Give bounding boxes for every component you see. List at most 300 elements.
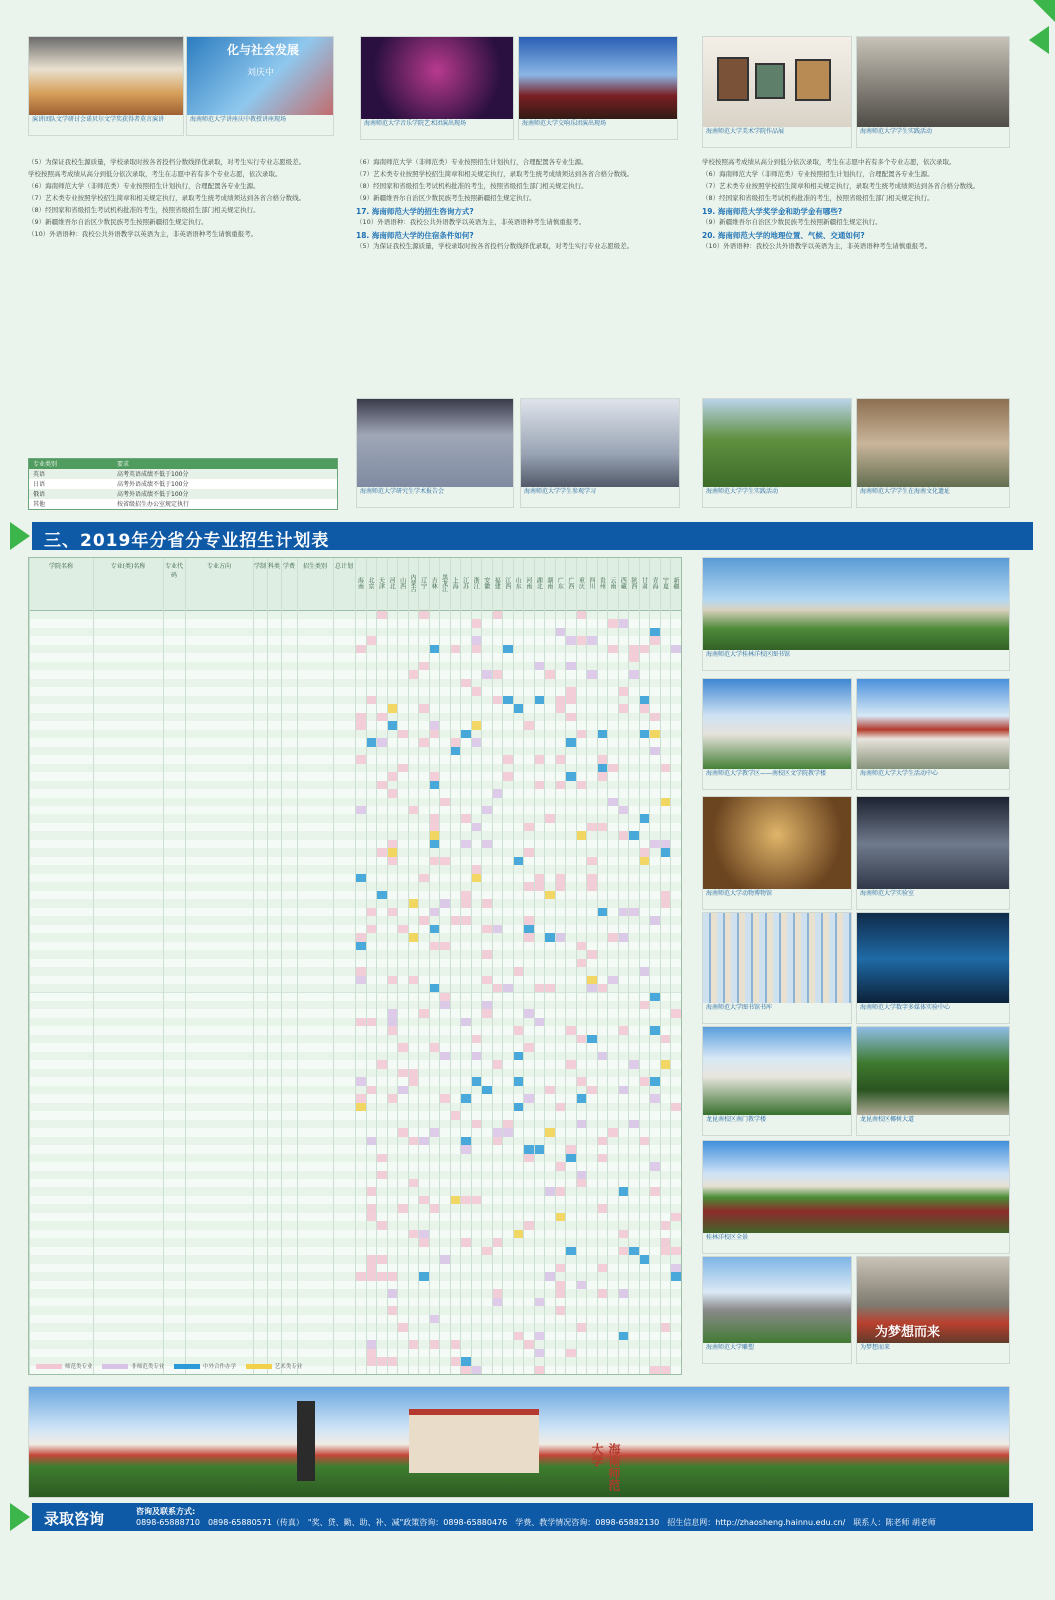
table-highlight-cell	[660, 840, 671, 848]
table-highlight-cell	[492, 925, 503, 933]
table-highlight-cell	[649, 713, 660, 721]
table-highlight-cell	[565, 696, 576, 704]
column-divider	[513, 558, 514, 1374]
column-divider	[492, 558, 493, 1374]
campus-photo-south-gate	[702, 1026, 852, 1136]
photo-caption: 海南师范大学桂林洋校区图书馆	[703, 650, 1009, 670]
table-highlight-cell	[387, 848, 398, 856]
table-highlight-cell	[376, 1272, 387, 1280]
text-paragraph: 学校按照高考成绩从高分到低分依次录取，考生在志愿中若有多个专业志愿，依次录取。	[28, 170, 282, 178]
table-highlight-cell	[576, 831, 587, 839]
banner-overlay-title: 化与社会发展	[227, 43, 300, 57]
photo-art-exhibit	[702, 36, 852, 148]
photo-caption: 海南师范大学学生实践活动	[703, 487, 851, 507]
table-highlight-cell	[534, 1145, 545, 1153]
table-highlight-cell	[460, 1018, 471, 1026]
campus-photo-teaching-building	[702, 678, 852, 790]
table-column-header: 海南	[356, 577, 364, 589]
column-divider	[670, 558, 671, 1374]
table-highlight-cell	[565, 713, 576, 721]
column-divider	[281, 558, 282, 1374]
table-highlight-cell	[408, 1230, 419, 1238]
campus-photo-lab	[856, 796, 1010, 910]
table-highlight-cell	[502, 984, 513, 992]
table-highlight-cell	[429, 730, 440, 738]
table-highlight-cell	[618, 1289, 629, 1297]
question-heading: 20. 海南师范大学的地理位置、气候、交通如何?	[702, 231, 865, 240]
question-heading: 19. 海南师范大学奖学金和助学金有哪些?	[702, 207, 843, 216]
legend-label: 艺术类专业	[274, 1364, 303, 1370]
table-header: 要求	[117, 461, 130, 468]
table-highlight-cell	[460, 891, 471, 899]
table-highlight-cell	[429, 1340, 440, 1348]
table-highlight-cell	[544, 1086, 555, 1094]
table-highlight-cell	[597, 730, 608, 738]
table-column-header: 黑龙江	[440, 574, 448, 592]
table-highlight-cell	[576, 636, 587, 644]
table-highlight-cell	[502, 1120, 513, 1128]
table-highlight-cell	[628, 908, 639, 916]
photo-lecture-1	[28, 36, 184, 136]
table-column-header: 新疆	[671, 577, 679, 589]
table-column-header: 山西	[398, 577, 406, 589]
table-highlight-cell	[481, 1001, 492, 1009]
table-highlight-cell	[513, 1103, 524, 1111]
table-highlight-cell	[397, 1043, 408, 1051]
column-divider	[555, 558, 556, 1374]
table-highlight-cell	[597, 1204, 608, 1212]
photo-seminar	[356, 398, 514, 508]
question-heading: 18. 海南师范大学的住宿条件如何?	[356, 231, 474, 240]
table-highlight-cell	[376, 611, 387, 619]
table-highlight-cell	[523, 925, 534, 933]
table-highlight-cell	[523, 721, 534, 729]
table-highlight-cell	[618, 1332, 629, 1340]
table-highlight-cell	[639, 857, 650, 865]
column-divider	[523, 558, 524, 1374]
table-highlight-cell	[639, 848, 650, 856]
table-highlight-cell	[534, 696, 545, 704]
table-highlight-cell	[502, 645, 513, 653]
photo-caption: 龙昆南校区南门教学楼	[703, 1115, 851, 1135]
campus-photo-library	[702, 557, 1010, 671]
table-highlight-cell	[639, 645, 650, 653]
table-column-header: 四川	[587, 577, 595, 589]
table-highlight-cell	[387, 721, 398, 729]
table-highlight-cell	[618, 933, 629, 941]
photo-caption: 海南师范大学交响乐团演出现场	[519, 119, 677, 139]
table-highlight-cell	[628, 1120, 639, 1128]
table-highlight-cell	[597, 1264, 608, 1272]
table-highlight-cell	[429, 1128, 440, 1136]
campus-photo-palm-avenue	[856, 1026, 1010, 1136]
table-highlight-cell	[586, 950, 597, 958]
panorama-rock-text: 海南师范大学	[590, 1443, 621, 1491]
statue-shape	[297, 1401, 315, 1481]
table-column-header: 招生类别	[302, 563, 327, 570]
table-highlight-cell	[439, 798, 450, 806]
text-paragraph: （7）艺术类专业按照学校招生简章和相关规定执行，录取考生统考成绩须达到各省合格分数线。	[702, 182, 980, 190]
table-highlight-cell	[649, 1026, 660, 1034]
table-highlight-cell	[439, 1001, 450, 1009]
table-highlight-cell	[513, 704, 524, 712]
table-highlight-cell	[450, 1196, 461, 1204]
table-highlight-cell	[649, 993, 660, 1001]
column-divider	[366, 558, 367, 1374]
table-highlight-cell	[387, 772, 398, 780]
table-highlight-cell	[387, 1026, 398, 1034]
table-highlight-cell	[366, 1349, 377, 1357]
table-highlight-cell	[387, 1306, 398, 1314]
table-highlight-cell	[492, 1238, 503, 1246]
table-highlight-cell	[534, 882, 545, 890]
table-highlight-cell	[481, 840, 492, 848]
table-highlight-cell	[366, 1086, 377, 1094]
table-highlight-cell	[649, 1187, 660, 1195]
table-highlight-cell	[618, 704, 629, 712]
table-highlight-cell	[397, 1128, 408, 1136]
table-highlight-cell	[586, 882, 597, 890]
table-column-header: 山东	[514, 577, 522, 589]
table-column-header: 学院名称	[48, 563, 73, 570]
table-highlight-cell	[387, 704, 398, 712]
table-highlight-cell	[565, 636, 576, 644]
table-highlight-cell	[439, 1094, 450, 1102]
column-divider	[376, 558, 377, 1374]
table-highlight-cell	[355, 806, 366, 814]
photo-caption: 海南师范大学研究生学术报告会	[357, 487, 513, 507]
table-highlight-cell	[555, 781, 566, 789]
table-highlight-cell	[492, 1128, 503, 1136]
table-highlight-cell	[565, 1154, 576, 1162]
table-highlight-cell	[355, 645, 366, 653]
table-column-header: 宁夏	[661, 577, 669, 589]
photo-heritage	[702, 398, 852, 508]
campus-photo-media-center	[856, 912, 1010, 1024]
table-highlight-cell	[429, 942, 440, 950]
photo-caption: 演讲团队文学研讨会诺贝尔文学奖获得者莫言演讲	[29, 115, 183, 135]
photo-visit	[520, 398, 680, 508]
table-highlight-cell	[460, 916, 471, 924]
table-highlight-cell	[565, 772, 576, 780]
photo-caption: 海南师范大学音乐学院艺术团演出现场	[361, 119, 513, 139]
table-highlight-cell	[639, 696, 650, 704]
table-highlight-cell	[450, 1340, 461, 1348]
table-highlight-cell	[460, 899, 471, 907]
table-highlight-cell	[418, 1196, 429, 1204]
table-highlight-cell	[481, 925, 492, 933]
footer-arrow-icon	[10, 1503, 30, 1531]
table-highlight-cell	[397, 1086, 408, 1094]
dream-sign-text: 为梦想而来	[875, 1325, 941, 1340]
table-highlight-cell	[513, 1052, 524, 1060]
corner-triangle-top-right-2	[1029, 26, 1049, 54]
table-highlight-cell	[576, 1179, 587, 1187]
table-column-header: 学费	[282, 563, 295, 570]
table-highlight-cell	[523, 848, 534, 856]
text-paragraph: （6）海南师范大学（非师范类）专业按照招生计划执行，合理配置各专业生源。	[702, 170, 934, 178]
table-highlight-cell	[597, 984, 608, 992]
column-divider	[502, 558, 503, 1374]
table-highlight-cell	[408, 976, 419, 984]
table-highlight-cell	[607, 798, 618, 806]
table-highlight-cell	[492, 1060, 503, 1068]
photo-caption: 海南师范大学美术学院作品展	[703, 127, 851, 147]
text-paragraph: （10）外语语种：我校公共外语教学以英语为主，非英语语种考生请慎重报考。	[28, 230, 258, 238]
table-highlight-cell	[513, 1026, 524, 1034]
table-highlight-cell	[534, 1349, 545, 1357]
table-highlight-cell	[355, 976, 366, 984]
table-highlight-cell	[544, 933, 555, 941]
table-highlight-cell	[397, 1204, 408, 1212]
table-highlight-cell	[397, 1323, 408, 1331]
table-highlight-cell	[418, 1272, 429, 1280]
table-highlight-cell	[660, 1221, 671, 1229]
table-highlight-cell	[544, 984, 555, 992]
column-divider	[163, 558, 164, 1374]
table-column-header: 专业方向	[206, 563, 231, 570]
table-highlight-cell	[555, 1289, 566, 1297]
table-highlight-cell	[576, 1035, 587, 1043]
table-highlight-cell	[429, 831, 440, 839]
table-column-header: 云南	[608, 577, 616, 589]
table-highlight-cell	[555, 696, 566, 704]
table-highlight-cell	[555, 933, 566, 941]
table-highlight-cell	[670, 1272, 681, 1280]
table-cell: 俄语	[33, 491, 46, 498]
table-highlight-cell	[418, 874, 429, 882]
table-highlight-cell	[618, 687, 629, 695]
table-highlight-cell	[492, 1137, 503, 1145]
table-highlight-cell	[471, 687, 482, 695]
table-cell: 高考外语成绩不低于100分	[117, 481, 189, 488]
column-divider	[355, 558, 356, 1374]
column-divider	[607, 558, 608, 1374]
main-building-shape	[409, 1409, 539, 1473]
column-divider	[597, 558, 598, 1374]
column-divider	[397, 558, 398, 1374]
table-highlight-cell	[576, 1281, 587, 1289]
table-column-header: 吉林	[430, 577, 438, 589]
table-highlight-cell	[355, 1094, 366, 1102]
table-highlight-cell	[471, 1052, 482, 1060]
table-highlight-cell	[555, 1213, 566, 1221]
photo-students-practice	[856, 36, 1010, 148]
table-column-header: 青海	[650, 577, 658, 589]
table-highlight-cell	[555, 874, 566, 882]
question-heading: 17. 海南师范大学的招生咨询方式?	[356, 207, 474, 216]
table-highlight-cell	[660, 899, 671, 907]
table-highlight-cell	[523, 1145, 534, 1153]
table-highlight-cell	[460, 1094, 471, 1102]
table-highlight-cell	[397, 730, 408, 738]
table-highlight-cell	[565, 1145, 576, 1153]
table-highlight-cell	[618, 1230, 629, 1238]
table-highlight-cell	[492, 696, 503, 704]
table-highlight-cell	[408, 1069, 419, 1077]
table-highlight-cell	[471, 1035, 482, 1043]
table-highlight-cell	[534, 984, 545, 992]
table-highlight-cell	[429, 772, 440, 780]
table-highlight-cell	[460, 1196, 471, 1204]
table-highlight-cell	[408, 933, 419, 941]
table-highlight-cell	[586, 857, 597, 865]
table-highlight-cell	[481, 950, 492, 958]
legend-label: 非师范类专业	[131, 1364, 165, 1370]
table-highlight-cell	[555, 704, 566, 712]
section-banner	[0, 522, 1055, 552]
table-highlight-cell	[649, 636, 660, 644]
table-highlight-cell	[523, 1009, 534, 1017]
table-highlight-cell	[618, 1026, 629, 1034]
table-highlight-cell	[555, 1281, 566, 1289]
table-highlight-cell	[429, 781, 440, 789]
table-highlight-cell	[523, 1221, 534, 1229]
table-highlight-cell	[670, 1009, 681, 1017]
legend-swatch	[36, 1364, 62, 1369]
table-highlight-cell	[397, 1069, 408, 1077]
table-highlight-cell	[523, 1154, 534, 1162]
table-column-header: 广西	[566, 577, 574, 589]
table-highlight-cell	[523, 1340, 534, 1348]
table-highlight-cell	[565, 1349, 576, 1357]
table-highlight-cell	[523, 1094, 534, 1102]
column-divider	[267, 558, 268, 1374]
table-highlight-cell	[660, 1060, 671, 1068]
table-highlight-cell	[565, 1026, 576, 1034]
table-highlight-cell	[366, 1137, 377, 1145]
table-highlight-cell	[534, 1332, 545, 1340]
table-highlight-cell	[492, 670, 503, 678]
table-highlight-cell	[607, 933, 618, 941]
table-highlight-cell	[618, 1247, 629, 1255]
table-highlight-cell	[555, 882, 566, 890]
table-highlight-cell	[418, 1009, 429, 1017]
table-highlight-cell	[460, 730, 471, 738]
table-highlight-cell	[544, 891, 555, 899]
column-divider	[660, 558, 661, 1374]
table-highlight-cell	[418, 662, 429, 670]
table-highlight-cell	[450, 738, 461, 746]
campus-photo-dream	[856, 1256, 1010, 1364]
table-highlight-cell	[649, 747, 660, 755]
enrollment-plan-table	[28, 557, 682, 1375]
table-highlight-cell	[355, 1077, 366, 1085]
table-highlight-cell	[387, 789, 398, 797]
table-highlight-cell	[523, 823, 534, 831]
table-highlight-cell	[355, 1103, 366, 1111]
table-highlight-cell	[576, 959, 587, 967]
table-highlight-cell	[597, 764, 608, 772]
table-highlight-cell	[513, 1230, 524, 1238]
table-highlight-cell	[513, 967, 524, 975]
table-highlight-cell	[576, 730, 587, 738]
table-highlight-cell	[471, 721, 482, 729]
table-highlight-cell	[439, 942, 450, 950]
campus-photo-sculpture	[702, 1256, 852, 1364]
table-highlight-cell	[418, 1230, 429, 1238]
table-highlight-cell	[408, 1077, 419, 1085]
table-highlight-cell	[439, 1255, 450, 1263]
text-paragraph: （6）海南师范大学（非师范类）专业按照招生计划执行，合理配置各专业生源。	[28, 182, 260, 190]
table-highlight-cell	[586, 823, 597, 831]
table-highlight-cell	[387, 857, 398, 865]
text-paragraph: （8）经国家和省级招生考试机构批准的考生，按照省级招生部门相关规定执行。	[28, 206, 260, 214]
table-highlight-cell	[660, 891, 671, 899]
table-highlight-cell	[555, 1264, 566, 1272]
table-highlight-cell	[639, 967, 650, 975]
column-divider	[253, 558, 254, 1374]
table-highlight-cell	[366, 925, 377, 933]
table-highlight-cell	[418, 704, 429, 712]
table-highlight-cell	[534, 781, 545, 789]
photo-caption: 海南师范大学数字多媒体实验中心	[857, 1003, 1009, 1023]
table-column-header: 湖北	[535, 577, 543, 589]
table-highlight-cell	[639, 1077, 650, 1085]
column-divider	[387, 558, 388, 1374]
table-highlight-cell	[586, 874, 597, 882]
table-highlight-cell	[418, 1137, 429, 1145]
table-highlight-cell	[460, 679, 471, 687]
table-highlight-cell	[597, 1052, 608, 1060]
table-highlight-cell	[513, 1332, 524, 1340]
table-highlight-cell	[471, 738, 482, 746]
table-highlight-cell	[670, 1213, 681, 1221]
table-column-header: 陕西	[629, 577, 637, 589]
legend-label: 师范类专业	[65, 1364, 93, 1370]
table-highlight-cell	[492, 984, 503, 992]
text-paragraph: 学校按照高考成绩从高分到低分依次录取，考生在志愿中若有多个专业志愿，依次录取。	[702, 158, 956, 166]
table-highlight-cell	[376, 1060, 387, 1068]
column-divider	[429, 558, 430, 1374]
table-highlight-cell	[366, 1255, 377, 1263]
table-highlight-cell	[481, 670, 492, 678]
table-highlight-cell	[408, 899, 419, 907]
table-highlight-cell	[376, 781, 387, 789]
table-highlight-cell	[408, 806, 419, 814]
footer-contact	[136, 1506, 1016, 1528]
table-column-header: 江西	[503, 577, 511, 589]
table-highlight-cell	[481, 899, 492, 907]
table-highlight-cell	[387, 976, 398, 984]
table-highlight-cell	[376, 1171, 387, 1179]
text-paragraph: （10）外语语种：我校公共外语教学以英语为主，非英语语种考生请慎重报考。	[356, 218, 586, 226]
table-highlight-cell	[565, 662, 576, 670]
table-highlight-cell	[387, 1094, 398, 1102]
table-highlight-cell	[492, 789, 503, 797]
table-column-header: 河北	[388, 577, 396, 589]
table-highlight-cell	[366, 1272, 377, 1280]
table-highlight-cell	[481, 806, 492, 814]
column-divider	[565, 558, 566, 1374]
table-highlight-cell	[618, 1187, 629, 1195]
corner-triangle-top-right	[1033, 0, 1055, 22]
table-highlight-cell	[502, 755, 513, 763]
text-paragraph: （7）艺术类专业按照学校招生简章和相关规定执行，录取考生统考成绩须达到各省合格分数线。	[356, 170, 634, 178]
legend-label: 中外合作办学	[203, 1364, 237, 1370]
table-highlight-cell	[387, 840, 398, 848]
table-highlight-cell	[450, 1111, 461, 1119]
table-highlight-cell	[544, 1272, 555, 1280]
table-highlight-cell	[439, 993, 450, 1001]
table-column-header: 重庆	[577, 577, 585, 589]
table-highlight-cell	[366, 1264, 377, 1272]
table-highlight-cell	[418, 611, 429, 619]
text-paragraph: （5）为保证我校生源质量，学校录取时按各省投档分数线择优录取，对考生实行专业志愿级差。	[28, 158, 306, 166]
table-highlight-cell	[544, 1187, 555, 1195]
table-highlight-cell	[660, 1323, 671, 1331]
table-highlight-cell	[565, 1247, 576, 1255]
